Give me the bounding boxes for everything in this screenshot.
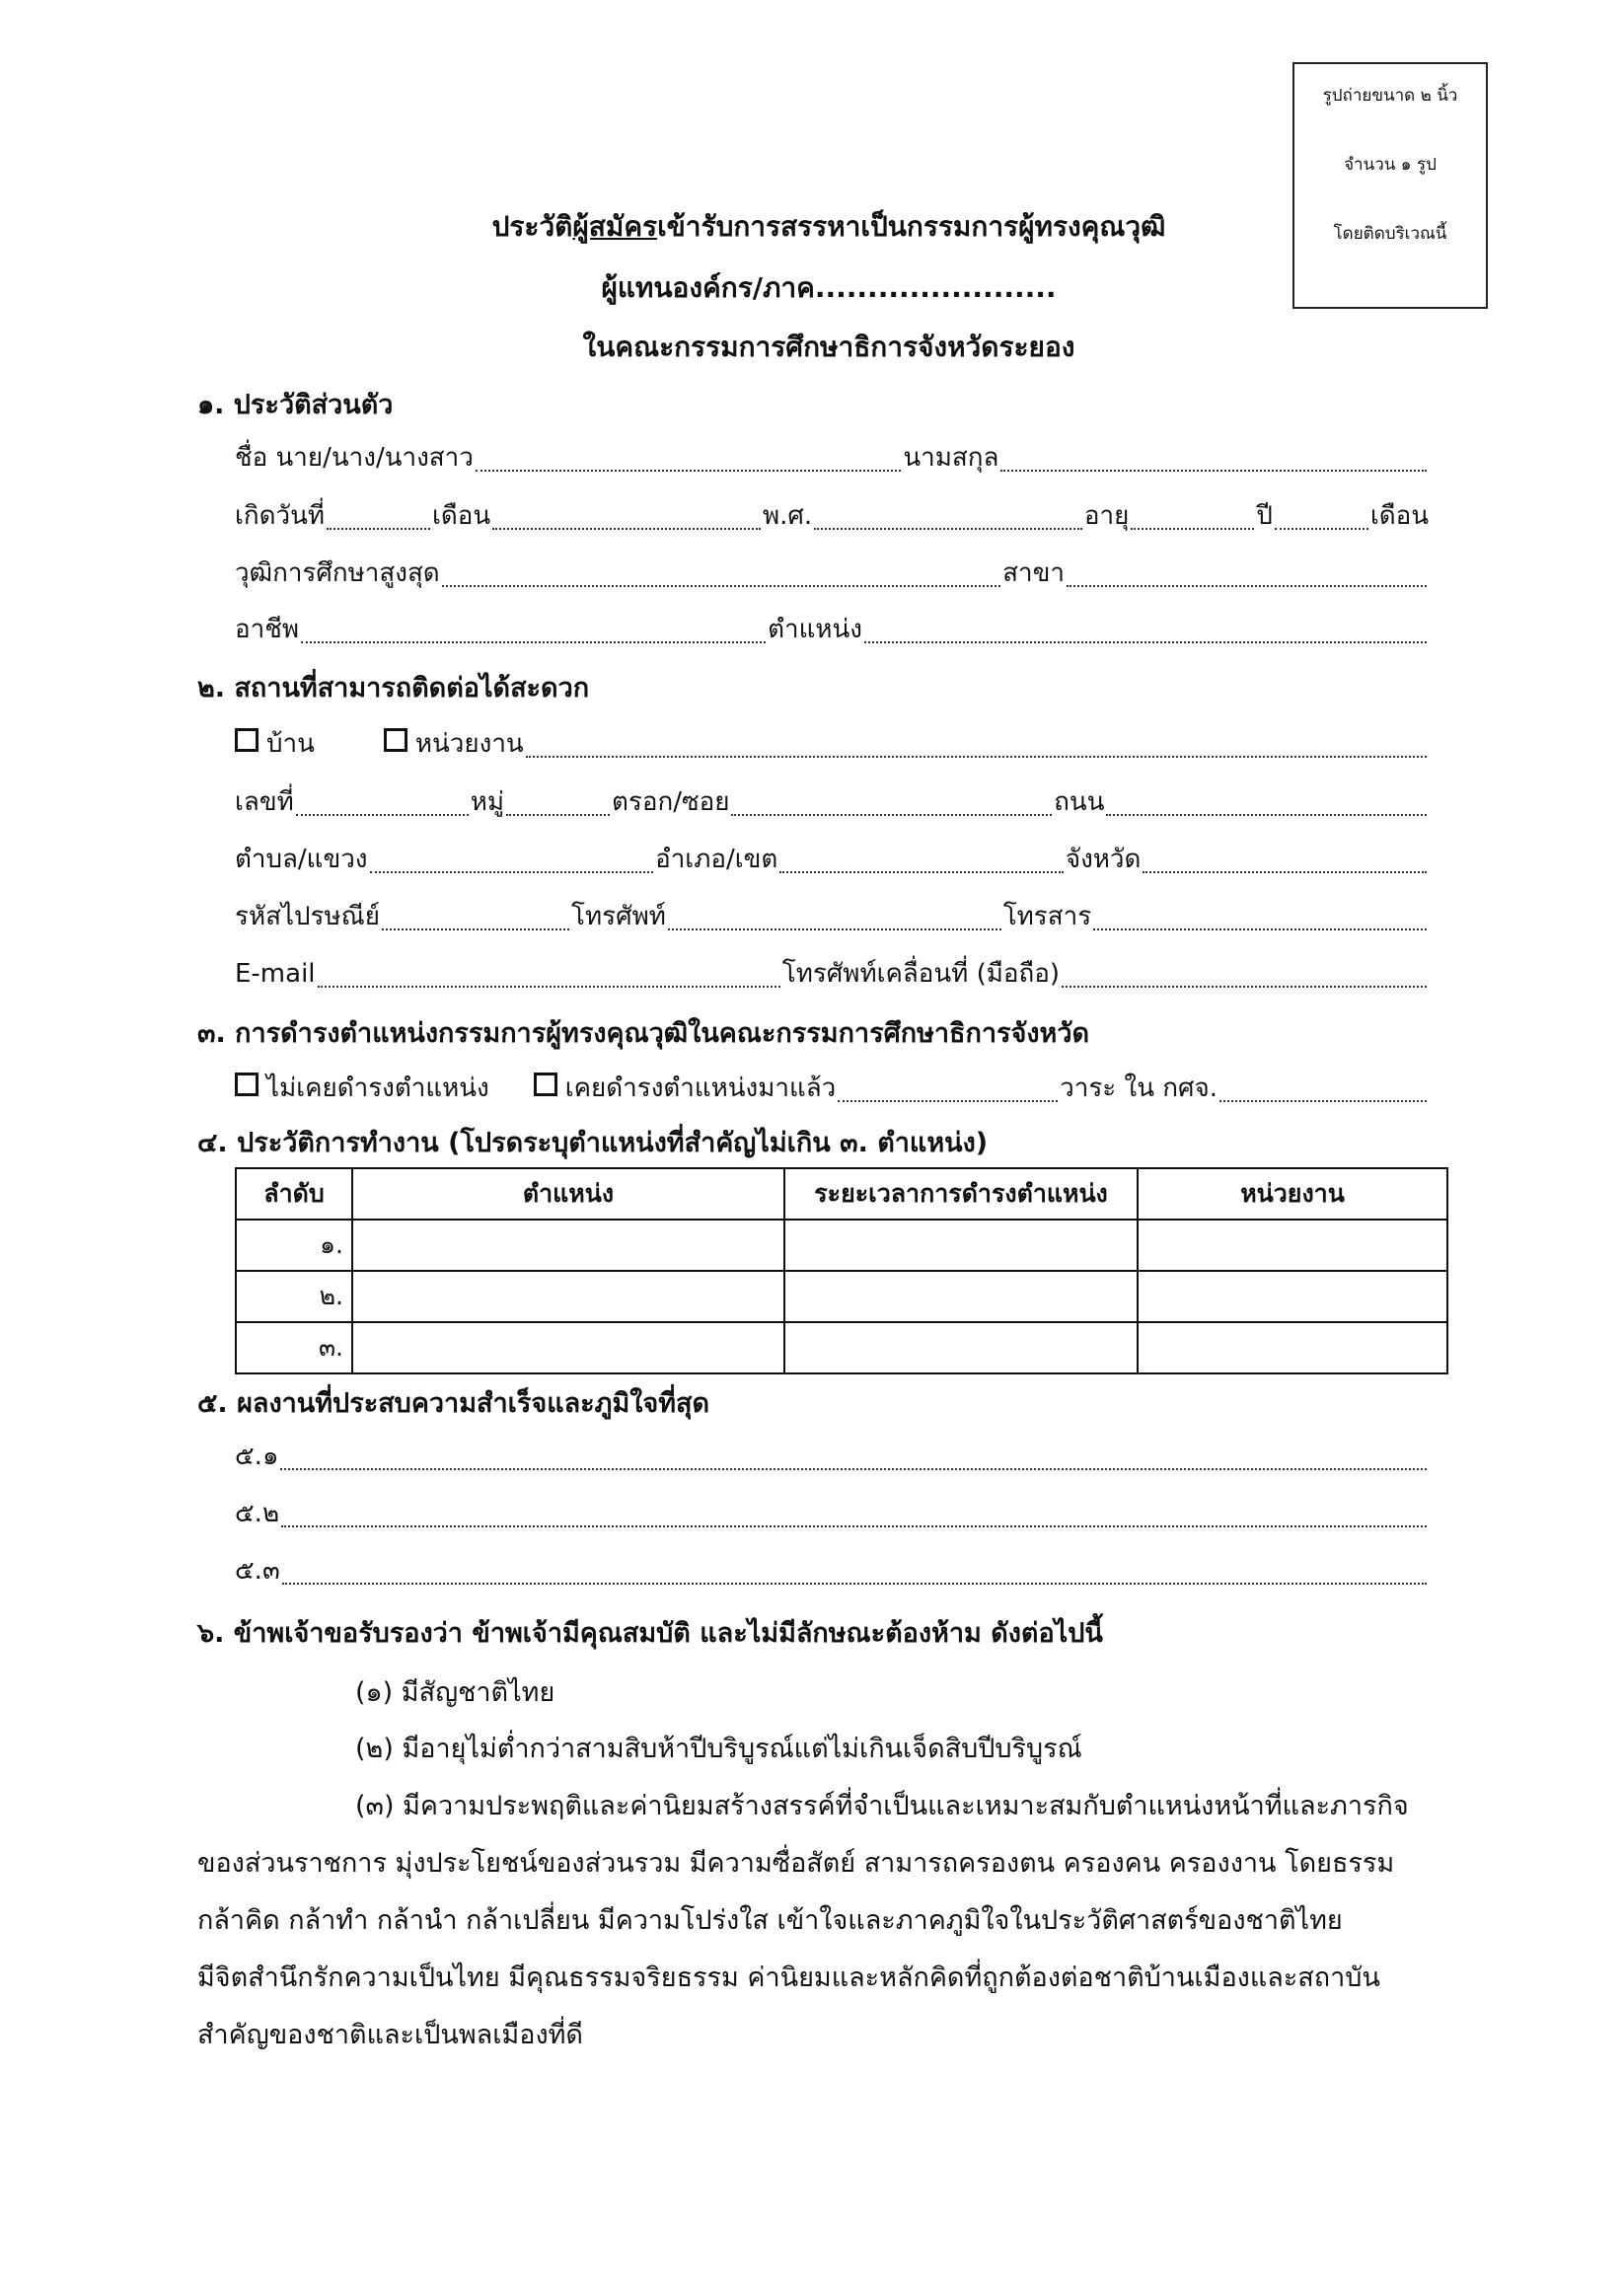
row-number: ๒.: [236, 1271, 352, 1322]
organization-cell[interactable]: [1138, 1220, 1447, 1271]
qualification-3-line3: กล้าคิด กล้าทำ กล้านำ กล้าเปลี่ยน มีความโปร่งใส เข้าใจและภาคภูมิใจในประวัติศาสตร์ของชาติไทย: [197, 1905, 1343, 1936]
age-month-field[interactable]: [1275, 527, 1368, 530]
postal-row: [235, 896, 1429, 936]
education-field[interactable]: [442, 584, 1000, 587]
organization-cell[interactable]: [1138, 1271, 1447, 1322]
section6-heading: ๖. ข้าพเจ้าขอรับรองว่า ข้าพเจ้ามีคุณสมบัติ และไม่มีลักษณะต้องห้าม ดังต่อไปนี้: [197, 1618, 1103, 1649]
phone-field[interactable]: [668, 927, 1001, 930]
held-label: เคยดำรงตำแหน่งมาแล้ว: [564, 1074, 837, 1103]
branch-label: สาขา: [1002, 558, 1065, 588]
col-position: ตำแหน่ง: [352, 1168, 784, 1220]
term-field[interactable]: [1219, 1099, 1427, 1102]
term-label: วาระ ใน กศจ.: [1060, 1074, 1218, 1103]
position-cell[interactable]: [352, 1322, 784, 1373]
be-year-field[interactable]: [814, 527, 1082, 530]
branch-field[interactable]: [1067, 584, 1427, 587]
section1-heading: ๑. ประวัติส่วนตัว: [197, 390, 394, 420]
title-underlined: ผู้สมัคร: [572, 210, 658, 243]
education-row: [235, 553, 1429, 593]
soi-field[interactable]: [731, 813, 1052, 816]
occupation-field[interactable]: [301, 640, 766, 643]
province-field[interactable]: [1143, 870, 1427, 873]
duration-cell[interactable]: [784, 1322, 1138, 1373]
row-number: ๑.: [236, 1220, 352, 1271]
organization-cell[interactable]: [1138, 1322, 1447, 1373]
fax-field[interactable]: [1093, 927, 1427, 930]
achievement-field[interactable]: [282, 1582, 1427, 1585]
held-terms-field[interactable]: [838, 1099, 1058, 1102]
form-title-line3: ในคณะกรรมการศึกษาธิการจังหวัดระยอง: [582, 331, 1075, 363]
name-label: ชื่อ นาย/นาง/นางสาว: [235, 443, 474, 473]
email-row: [235, 953, 1429, 994]
mobile-label: โทรศัพท์เคลื่อนที่ (มือถือ): [781, 959, 1060, 989]
moo-label: หมู่: [470, 787, 505, 817]
mobile-field[interactable]: [1062, 985, 1427, 988]
birth-row: [235, 495, 1429, 536]
photo-size-text: รูปถ่ายขนาด ๒ นิ้ว: [1322, 86, 1458, 106]
section3-heading: ๓. การดำรงตำแหน่งกรรมการผู้ทรงคุณวุฒิในคณะกรรมการศึกษาธิการจังหวัด: [197, 1018, 1090, 1049]
phone-label: โทรศัพท์: [571, 902, 666, 931]
contact-type-row: [235, 723, 1429, 764]
achievement-label: ๕.๓: [235, 1556, 280, 1586]
surname-label: นามสกุล: [903, 443, 999, 473]
section2-heading: ๒. สถานที่สามารถติดต่อได้สะดวก: [197, 673, 590, 704]
achievement-row: [235, 1436, 1429, 1476]
form-title-line1: [286, 205, 1371, 249]
office-label: หน่วยงาน: [414, 729, 524, 759]
duration-cell[interactable]: [784, 1220, 1138, 1271]
row-number: ๓.: [236, 1322, 352, 1373]
age-label: อายุ: [1083, 501, 1130, 531]
district-field[interactable]: [779, 870, 1064, 873]
qualification-3-line2: ของส่วนราชการ มุ่งประโยชน์ของส่วนรวม มีความซื่อสัตย์ สามารถครองตน ครองคน ครองงาน โดยธรรม: [197, 1848, 1395, 1879]
district-label: อำเภอ/เขต: [655, 845, 778, 874]
road-field[interactable]: [1106, 813, 1427, 816]
title-post: เข้ารับการสรรหาเป็นกรรมการผู้ทรงคุณวุฒิ: [657, 210, 1166, 243]
qualification-3-line1: (๓) มีความประพฤติและค่านิยมสร้างสรรค์ที่จำเป็นและเหมาะสมกับตำแหน่งหน้าที่และภารกิจ: [355, 1791, 1409, 1821]
birth-day-field[interactable]: [327, 527, 430, 530]
name-row: [235, 437, 1429, 478]
col-duration: ระยะเวลาการดำรงตำแหน่ง: [784, 1168, 1138, 1220]
position-field[interactable]: [864, 640, 1427, 643]
fax-label: โทรสาร: [1002, 902, 1092, 931]
col-organization: หน่วยงาน: [1138, 1168, 1447, 1220]
work-history-table: [235, 1167, 1448, 1374]
section5-heading: ๕. ผลงานที่ประสบความสำเร็จและภูมิใจที่สุด: [197, 1388, 710, 1419]
photo-place-text: โดยติดบริเวณนี้: [1333, 224, 1447, 244]
house-no-field[interactable]: [296, 813, 469, 816]
be-label: พ.ศ.: [762, 501, 813, 531]
month-label: เดือน: [432, 501, 491, 531]
occupation-label: อาชีพ: [235, 615, 299, 644]
achievement-label: ๕.๑: [235, 1442, 279, 1471]
qualification-3-line4: มีจิตสำนึกรักความเป็นไทย มีคุณธรรมจริยธรรม ค่านิยมและหลักคิดที่ถูกต้องต่อชาติบ้านเมืองและสถาบัน: [197, 1963, 1380, 1993]
col-order: ลำดับ: [236, 1168, 352, 1220]
achievement-row: [235, 1550, 1429, 1591]
email-label: E-mail: [235, 959, 316, 989]
surname-field[interactable]: [1000, 469, 1427, 472]
email-field[interactable]: [318, 985, 780, 988]
road-label: ถนน: [1054, 787, 1105, 817]
achievement-field[interactable]: [280, 1467, 1427, 1470]
title-pre: ประวัติ: [491, 210, 573, 243]
month-field[interactable]: [492, 527, 761, 530]
moo-field[interactable]: [506, 813, 610, 816]
position-cell[interactable]: [352, 1220, 784, 1271]
postal-field[interactable]: [382, 927, 569, 930]
held-checkbox[interactable]: [534, 1073, 557, 1096]
tenure-row: [235, 1068, 1429, 1108]
achievement-field[interactable]: [281, 1524, 1427, 1527]
subdistrict-label: ตำบล/แขวง: [235, 845, 368, 874]
province-label: จังหวัด: [1065, 845, 1142, 874]
month2-label: เดือน: [1369, 501, 1430, 531]
address-row: [235, 781, 1429, 822]
table-header-row: [236, 1168, 1447, 1220]
name-field[interactable]: [476, 469, 902, 472]
year-label: ปี: [1256, 501, 1273, 531]
birth-day-label: เกิดวันที่: [235, 501, 326, 531]
table-row: [236, 1220, 1447, 1271]
subdistrict-field[interactable]: [370, 870, 654, 873]
house-no-label: เลขที่: [235, 787, 294, 817]
occupation-row: [235, 609, 1429, 649]
form-title-line2: ผู้แทนองค์กร/ภาค.......................: [601, 271, 1057, 304]
home-label: บ้าน: [266, 729, 315, 759]
photo-count-text: จำนวน ๑ รูป: [1344, 155, 1437, 175]
district-row: [235, 839, 1429, 879]
table-row: [236, 1322, 1447, 1373]
section4-heading: ๔. ประวัติการทำงาน (โปรดระบุตำแหน่งที่สำคัญไม่เกิน ๓. ตำแหน่ง): [197, 1128, 989, 1158]
position-cell[interactable]: [352, 1271, 784, 1322]
achievement-row: [235, 1493, 1429, 1533]
table-row: [236, 1271, 1447, 1322]
never-held-label: ไม่เคยดำรงตำแหน่ง: [266, 1074, 489, 1103]
qualification-1: (๑) มีสัญชาติไทย: [355, 1677, 555, 1708]
duration-cell[interactable]: [784, 1271, 1138, 1322]
office-field[interactable]: [526, 755, 1427, 758]
qualification-2: (๒) มีอายุไม่ต่ำกว่าสามสิบห้าปีบริบูรณ์แต่ไม่เกินเจ็ดสิบปีบริบูรณ์: [355, 1734, 1082, 1764]
office-checkbox[interactable]: [384, 728, 407, 752]
never-held-checkbox[interactable]: [235, 1073, 258, 1096]
age-field[interactable]: [1131, 527, 1254, 530]
achievement-label: ๕.๒: [235, 1499, 280, 1528]
qualification-3-line5: สำคัญของชาติและเป็นพลเมืองที่ดี: [197, 2020, 583, 2050]
postal-label: รหัสไปรษณีย์: [235, 902, 381, 931]
education-label: วุฒิการศึกษาสูงสุด: [235, 558, 440, 588]
home-checkbox[interactable]: [235, 728, 258, 752]
position-label: ตำแหน่ง: [768, 615, 862, 644]
soi-label: ตรอก/ซอย: [612, 787, 730, 817]
